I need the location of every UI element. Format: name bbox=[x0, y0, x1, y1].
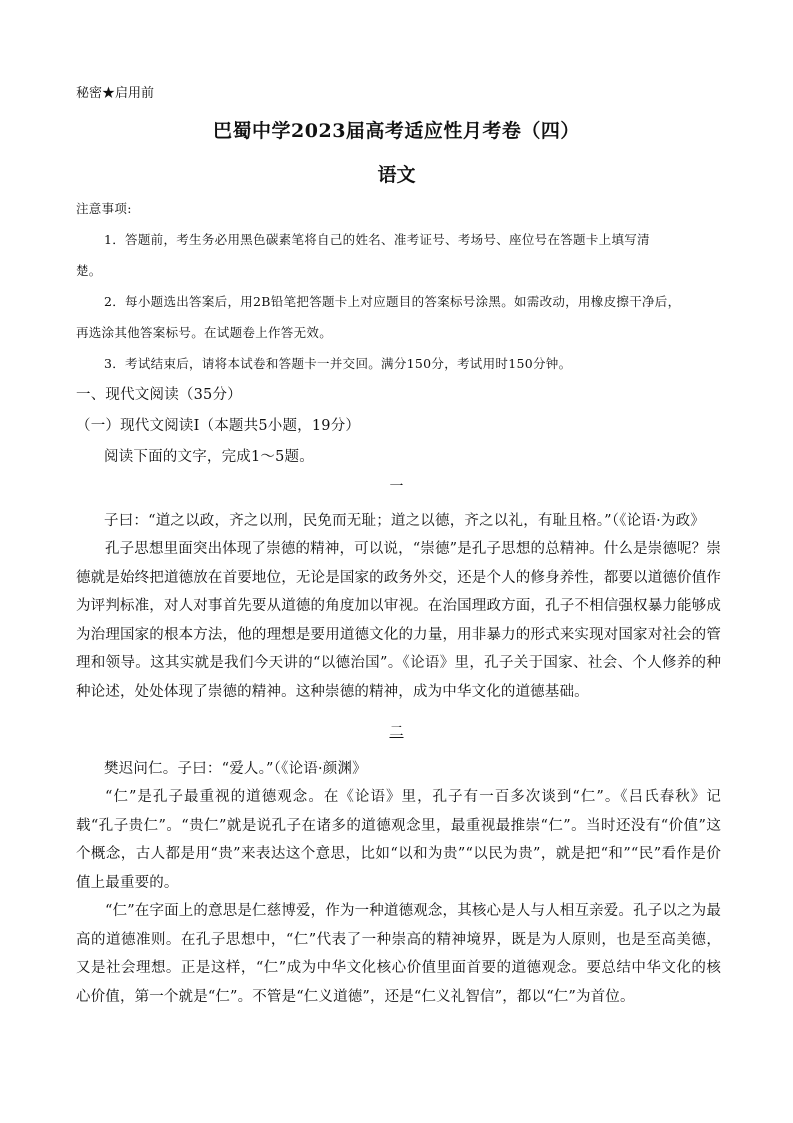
subsection-heading: （一）现代文阅读Ⅰ（本题共5小题，19分） bbox=[76, 418, 361, 434]
secret-label: 秘密★启用前 bbox=[76, 86, 155, 101]
quote-1: 子曰：“道之以政，齐之以刑，民免而无耻；道之以德，齐之以礼，有耻且格。”（《论语·为政》 bbox=[104, 513, 705, 529]
section-heading: 一、现代文阅读（35分） bbox=[76, 387, 242, 403]
article-paragraph-3: “仁”在字面上的意思是仁慈博爱，作为一种道德观念，其核心是人与人相互亲爱。孔子以之为最高的道德准则。在孔子思想中，“仁”代表了一种崇高的精神境界，既是为人原则，也是至高美德，又是社会理想。正是这样，“仁”成为中华文化核心价值里面首要的道德观念。要总结中华文化的核心价值，第一个就是“仁”。不管是“仁义道德”，还是“仁义礼智信”，都以“仁”为首位。 bbox=[76, 903, 721, 1005]
notice-item-1: 1．答题前，考生务必用黑色碳素笔将自己的姓名、准考证号、考场号、座位号在答题卡上填写清 bbox=[104, 232, 650, 247]
reading-instruction: 阅读下面的文字，完成1～5题。 bbox=[104, 449, 314, 465]
notice-item-2: 2．每小题选出答案后，用2B铅笔把答题卡上对应题目的答案标号涂黑。如需改动，用橡皮擦干净后， bbox=[104, 294, 681, 309]
quote-2: 樊迟问仁。子曰：“爱人。”（《论语·颜渊》 bbox=[104, 761, 367, 777]
exam-title: 巴蜀中学2023届高考适应性月考卷（四） bbox=[213, 120, 580, 142]
article-paragraph-1: 孔子思想里面突出体现了崇德的精神，可以说，“崇德”是孔子思想的总精神。什么是崇德呢？崇德就是始终把道德放在首要地位，无论是国家的政务外交，还是个人的修身养性，都要以道德价值作为评判标准，对人对事首先要从道德的角度加以审视。在治国理政方面，孔子不相信强权暴力能够成为治理国家的根本方法，他的理想是要用道德文化的力量，用非暴力的形式来实现对国家对社会的管理和领导。这其实就是我们今天讲的“以德治国”。《论语》里，孔子关于国家、社会、个人修养的种种论述，处处体现了崇德的精神。这种崇德的精神，成为中华文化的道德基础。 bbox=[76, 541, 721, 700]
notice-item-2-cont: 再选涂其他答案标号。在试题卷上作答无效。 bbox=[76, 325, 333, 340]
notice-item-3: 3．考试结束后，请将本试卷和答题卡一并交回。满分150分，考试用时150分钟。 bbox=[104, 356, 572, 371]
section-mark-2: 二 bbox=[389, 724, 404, 740]
section-mark-1: 一 bbox=[389, 479, 404, 495]
article-paragraph-2: “仁”是孔子最重视的道德观念。在《论语》里，孔子有一百多次谈到“仁”。《吕氏春秋》记载“孔子贵仁”。“贵仁”就是说孔子在诸多的道德观念里，最重视最推崇“仁”。当时还没有“价值”这个概念，古人都是用“贵”来表达这个意思，比如“以和为贵”“以民为贵”，就是把“和”“民”看作是价值上最重要的。 bbox=[76, 789, 721, 891]
notice-item-1-cont: 楚。 bbox=[76, 263, 102, 278]
notice-heading: 注意事项: bbox=[76, 201, 132, 216]
subject-title: 语文 bbox=[377, 164, 416, 186]
